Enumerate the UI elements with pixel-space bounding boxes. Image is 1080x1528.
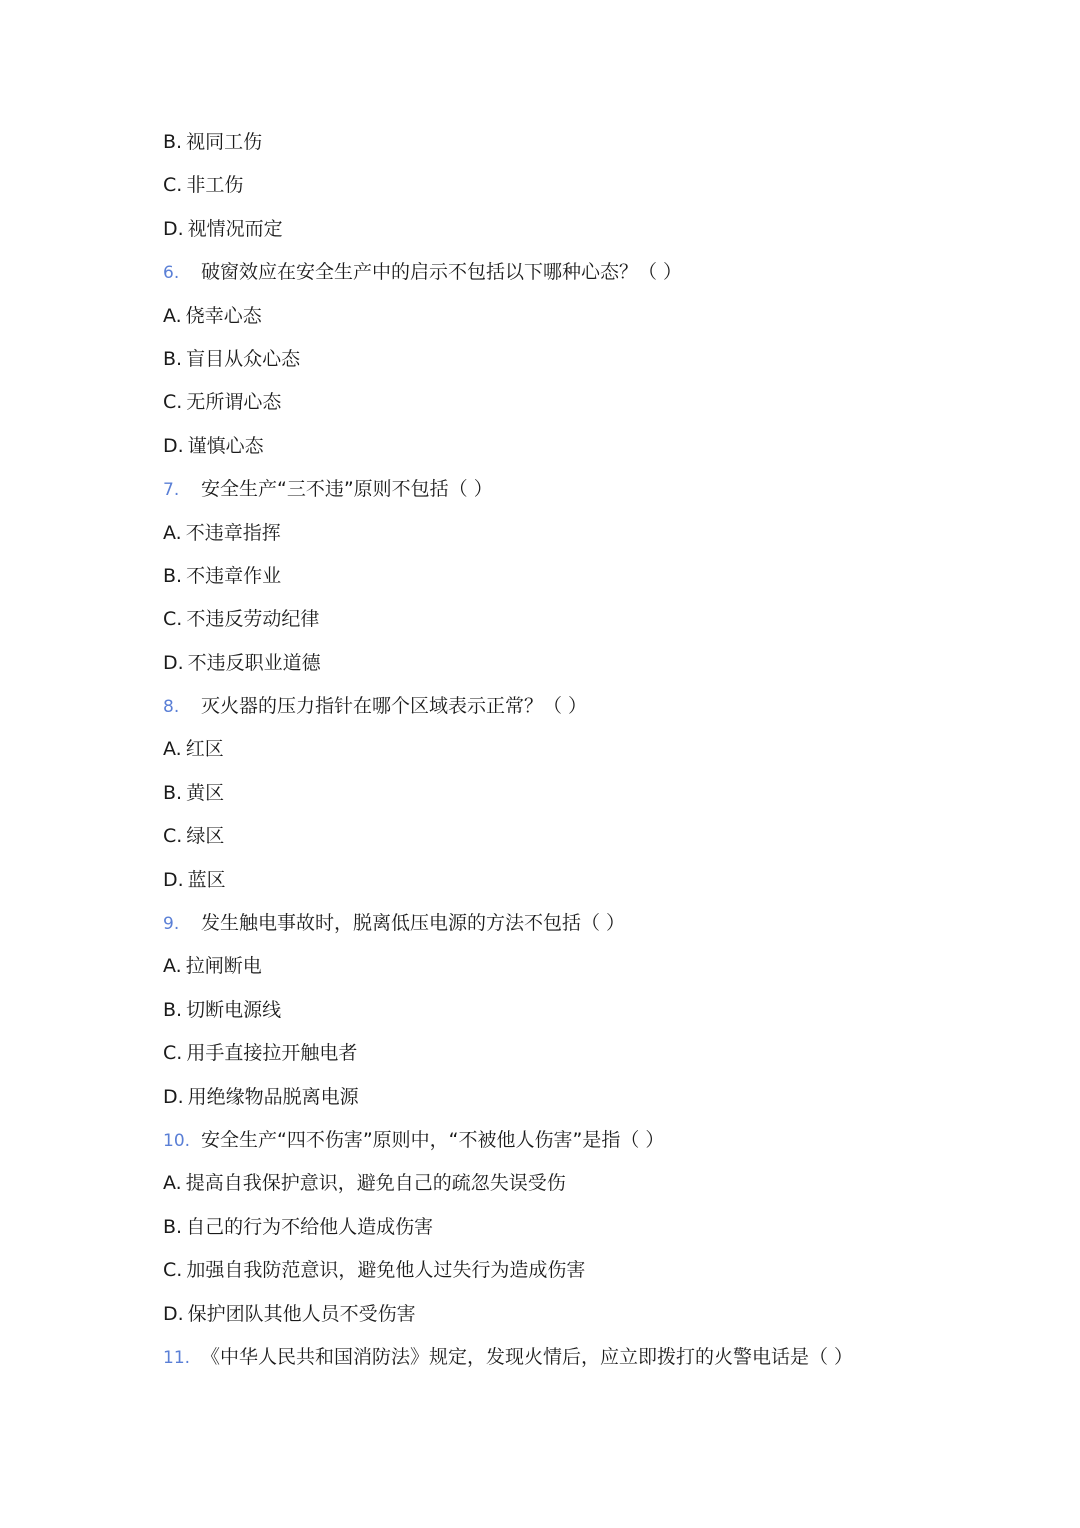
option-text: 谨慎心态 — [187, 434, 264, 457]
option-letter: D. — [163, 1085, 184, 1108]
question-list — [163, 121, 983, 1379]
answer-option — [163, 121, 983, 164]
question-number: 8. — [163, 697, 180, 718]
option-text: 拉闸断电 — [185, 955, 262, 978]
option-letter: B. — [163, 131, 183, 153]
answer-option — [163, 945, 983, 988]
question-text: 灭火器的压力指针在哪个区域表示正常？（ ） — [201, 695, 588, 718]
option-text: 切断电源线 — [186, 998, 282, 1021]
option-text: 盲目从众心态 — [186, 347, 301, 370]
answer-option — [163, 208, 983, 251]
question-line — [163, 251, 983, 294]
answer-option — [163, 425, 983, 468]
question-line — [163, 1119, 983, 1162]
answer-option — [163, 381, 983, 424]
answer-option — [163, 859, 983, 902]
answer-option — [163, 642, 983, 685]
question-number: 11. — [163, 1347, 191, 1368]
question-text: 破窗效应在安全生产中的启示不包括以下哪种心态？（ ） — [201, 261, 683, 284]
option-text: 加强自我防范意识，避免他人过失行为造成伤害 — [186, 1259, 586, 1282]
option-text: 黄区 — [186, 781, 225, 804]
answer-option — [163, 1032, 983, 1075]
answer-option — [163, 1076, 983, 1119]
question-text: 安全生产“四不伤害”原则中，“不被他人伤害”是指（ ） — [201, 1128, 665, 1151]
option-letter: D. — [163, 217, 184, 240]
option-letter: B. — [163, 1215, 183, 1238]
question-text: 《中华人民共和国消防法》规定，发现火情后，应立即拨打的火警电话是（ ） — [201, 1345, 854, 1368]
option-letter: A. — [163, 521, 182, 544]
option-letter: C. — [163, 174, 183, 197]
answer-option — [163, 989, 983, 1032]
option-letter: D. — [163, 1302, 184, 1325]
option-letter: A. — [163, 1172, 182, 1195]
answer-option — [163, 1162, 983, 1205]
answer-option — [163, 555, 983, 598]
option-letter: B. — [163, 781, 183, 804]
option-letter: B. — [163, 564, 183, 587]
question-number: 6. — [163, 263, 180, 284]
answer-option — [163, 295, 983, 338]
option-letter: D. — [163, 434, 184, 457]
option-letter: B. — [163, 998, 183, 1021]
answer-option — [163, 512, 983, 555]
answer-option — [163, 1293, 983, 1336]
answer-option — [163, 728, 983, 771]
question-line — [163, 1336, 983, 1379]
option-text: 非工伤 — [186, 174, 244, 197]
option-letter: D. — [163, 868, 184, 891]
option-text: 自己的行为不给他人造成伤害 — [186, 1215, 434, 1238]
option-text: 不违反劳动纪律 — [186, 608, 320, 631]
option-text: 不违章作业 — [186, 564, 282, 587]
question-line — [163, 685, 983, 728]
option-letter: A. — [163, 738, 182, 761]
answer-option — [163, 164, 983, 207]
option-text: 无所谓心态 — [186, 391, 282, 414]
question-text: 安全生产“三不违”原则不包括（ ） — [201, 478, 493, 501]
answer-option — [163, 772, 983, 815]
option-text: 不违反职业道德 — [187, 651, 321, 674]
question-line — [163, 468, 983, 511]
option-text: 侥幸心态 — [185, 304, 262, 327]
answer-option — [163, 1206, 983, 1249]
option-letter: C. — [163, 1259, 183, 1282]
option-letter: C. — [163, 825, 183, 848]
question-number: 10. — [163, 1130, 191, 1151]
option-text: 提高自我保护意识，避免自己的疏忽失误受伤 — [185, 1172, 566, 1195]
option-text: 不违章指挥 — [185, 521, 281, 544]
option-letter: C. — [163, 1042, 183, 1065]
answer-option — [163, 338, 983, 381]
option-text: 保护团队其他人员不受伤害 — [187, 1302, 416, 1325]
option-letter: A. — [163, 955, 182, 978]
option-letter: C. — [163, 608, 183, 631]
option-letter: A. — [163, 304, 182, 327]
answer-option — [163, 815, 983, 858]
option-text: 绿区 — [186, 825, 225, 848]
option-text: 视情况而定 — [187, 217, 283, 240]
question-number: 9. — [163, 914, 180, 935]
option-letter: C. — [163, 391, 183, 414]
answer-option — [163, 1249, 983, 1292]
question-line — [163, 902, 983, 945]
option-letter: D. — [163, 651, 184, 674]
question-text: 发生触电事故时，脱离低压电源的方法不包括（ ） — [201, 912, 626, 935]
option-text: 蓝区 — [187, 868, 226, 891]
option-letter: B. — [163, 347, 183, 370]
option-text: 红区 — [185, 738, 224, 761]
answer-option — [163, 598, 983, 641]
option-text: 用绝缘物品脱离电源 — [187, 1085, 359, 1108]
option-text: 视同工伤 — [186, 131, 263, 153]
option-text: 用手直接拉开触电者 — [186, 1042, 358, 1065]
question-number: 7. — [163, 480, 180, 501]
